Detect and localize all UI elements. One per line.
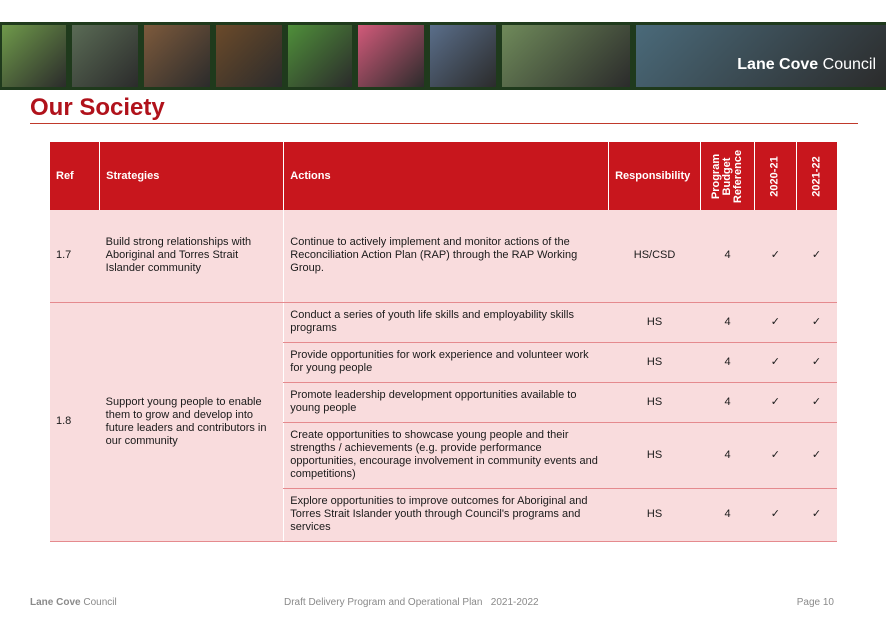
footer-document-title [284,597,539,608]
street-photo [502,25,630,87]
parrot-photo [288,25,352,87]
budget-ref-cell: 4 [701,342,755,382]
footer-council-name [30,597,117,608]
check-2021-22: ✓ [796,382,837,422]
header-program-budget [701,142,755,210]
header-ref: Ref [50,142,100,210]
check-2020-21: ✓ [755,210,796,302]
action-cell: Create opportunities to showcase young people and their strengths / achievements (e.g. provide performance opportunities, encourage involvement in community events and competitions) [284,422,609,488]
check-2020-21: ✓ [755,488,796,541]
check-2021-22: ✓ [796,422,837,488]
check-2020-21: ✓ [755,342,796,382]
footer-council-bold: Lane Cove [30,597,81,608]
check-2020-21: ✓ [755,382,796,422]
page-title: Our Society [30,94,165,121]
header-banner [0,22,886,90]
logo-bold-text: Lane Cove [737,56,819,73]
budget-ref-cell: 4 [701,422,755,488]
strategy-cell: Build strong relationships with Aboriginal and Torres Strait Islander community [100,210,284,302]
budget-ref-cell: 4 [701,302,755,342]
responsibility-cell: HS [609,342,701,382]
action-cell: Conduct a series of youth life skills and employability skills programs [284,302,609,342]
check-2021-22: ✓ [796,342,837,382]
header-strategies: Strategies [100,142,284,210]
header-actions: Actions [284,142,609,210]
program-line-2: Budget [721,157,734,195]
responsibility-cell: HS [609,488,701,541]
header-2020-21 [755,142,796,210]
check-2020-21: ✓ [755,302,796,342]
check-2021-22: ✓ [796,488,837,541]
year-label-2020-21: 2020-21 [768,156,781,197]
action-cell: Continue to actively implement and monitor actions of the Reconciliation Action Plan (RAP) through the RAP Working Group. [284,210,609,302]
responsibility-cell: HS [609,422,701,488]
title-divider [30,123,858,124]
responsibility-cell: HS [609,382,701,422]
action-cell: Promote leadership development opportunities available to young people [284,382,609,422]
check-2021-22: ✓ [796,302,837,342]
budget-ref-cell: 4 [701,488,755,541]
program-budget-label [711,149,744,202]
program-line-1: Program [710,153,723,199]
park-photo [2,25,66,87]
action-cell: Provide opportunities for work experience and volunteer work for young people [284,342,609,382]
responsibility-cell: HS [609,302,701,342]
year-label-2021-22: 2021-22 [810,156,823,197]
footer-doc-title: Draft Delivery Program and Operational Plan [284,597,483,608]
logo-light-text: Council [822,56,876,73]
check-2021-22: ✓ [796,210,837,302]
ref-cell: 1.8 [50,302,100,541]
table-header-row [50,142,837,210]
market-photo [216,25,282,87]
table-row [50,210,837,302]
table-row [50,302,837,342]
budget-ref-cell: 4 [701,382,755,422]
strategy-table [50,142,837,542]
dancers-photo [144,25,210,87]
building-photo [430,25,496,87]
action-cell: Explore opportunities to improve outcomes for Aboriginal and Torres Strait Islander youth through Council's programs and services [284,488,609,541]
header-2021-22 [796,142,837,210]
strategy-cell: Support young people to enable them to grow and develop into future leaders and contributors in our community [100,302,284,541]
check-2020-21: ✓ [755,422,796,488]
footer-years: 2021-2022 [490,597,539,608]
performer-photo [358,25,424,87]
program-line-3: Reference [732,149,745,203]
footer-council-light: Council [83,597,117,608]
footer-page-number: Page 10 [796,597,834,608]
budget-ref-cell: 4 [701,210,755,302]
waterfall-photo [72,25,138,87]
responsibility-cell: HS/CSD [609,210,701,302]
ref-cell: 1.7 [50,210,100,302]
council-logo [737,56,876,74]
header-responsibility: Responsibility [609,142,701,210]
